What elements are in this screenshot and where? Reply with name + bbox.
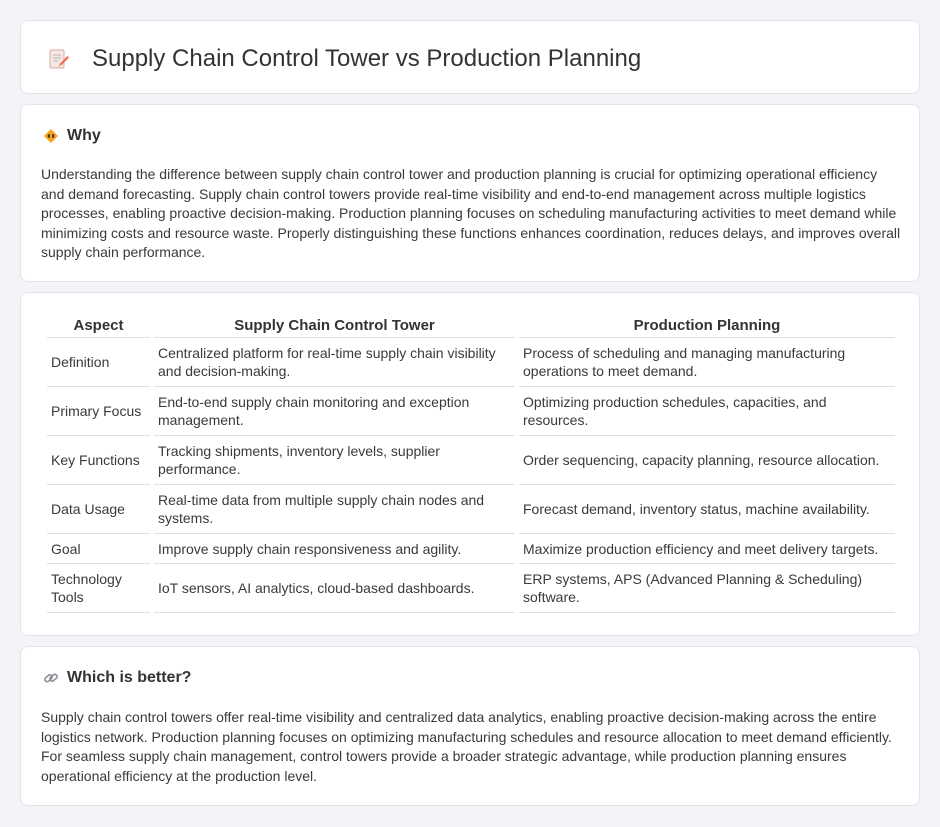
row-control-tower: End-to-end supply chain monitoring and exception management.	[154, 387, 515, 436]
row-production-planning: Order sequencing, capacity planning, resource allocation.	[519, 436, 895, 485]
table-header-row	[47, 315, 895, 338]
better-heading: Which is better?	[67, 669, 192, 686]
row-production-planning: ERP systems, APS (Advanced Planning & Scheduling) software.	[519, 564, 895, 613]
table-row	[47, 338, 895, 387]
row-aspect: Data Usage	[47, 485, 150, 534]
row-aspect: Primary Focus	[47, 387, 150, 436]
title-card	[20, 20, 920, 94]
table-row	[47, 436, 895, 485]
row-aspect: Key Functions	[47, 436, 150, 485]
row-aspect: Definition	[47, 338, 150, 387]
which-is-better-section	[20, 646, 920, 806]
row-aspect: Technology Tools	[47, 564, 150, 613]
row-control-tower: IoT sensors, AI analytics, cloud-based dashboards.	[154, 564, 515, 613]
better-heading-row	[43, 669, 191, 687]
why-heading-row	[43, 127, 101, 145]
header-aspect: Aspect	[47, 315, 150, 338]
row-control-tower: Real-time data from multiple supply chain nodes and systems.	[154, 485, 515, 534]
why-text: Understanding the difference between supply chain control tower and production planning is crucial for optimizing operational efficiency and demand forecasting. Supply chain control towers provide real-time visibility and end-to-end management across multiple logistics processes, enabling proactive decision-making. Production planning focuses on scheduling manufacturing activities to meet demand while minimizing costs and resource waste. Properly distinguishing these functions enhances coordination, reduces delays, and improves overall supply chain performance.	[41, 166, 901, 260]
page-title: Supply Chain Control Tower vs Production Planning	[92, 45, 642, 72]
row-production-planning: Process of scheduling and managing manufacturing operations to meet demand.	[519, 338, 895, 387]
comparison-section	[20, 292, 920, 636]
table-row	[47, 534, 895, 564]
table-row	[47, 387, 895, 436]
why-heading: Why	[67, 127, 101, 144]
row-production-planning: Maximize production efficiency and meet delivery targets.	[519, 534, 895, 564]
header-control-tower: Supply Chain Control Tower	[154, 315, 515, 338]
table-row	[47, 564, 895, 613]
header-production-planning: Production Planning	[519, 315, 895, 338]
row-production-planning: Forecast demand, inventory status, machine availability.	[519, 485, 895, 534]
pencil-memo-icon	[47, 47, 71, 71]
row-control-tower: Tracking shipments, inventory levels, supplier performance.	[154, 436, 515, 485]
comparison-table	[43, 315, 899, 613]
row-production-planning: Optimizing production schedules, capacities, and resources.	[519, 387, 895, 436]
table-row	[47, 485, 895, 534]
warning-diamond-icon	[43, 128, 59, 144]
row-control-tower: Centralized platform for real-time supply chain visibility and decision-making.	[154, 338, 515, 387]
why-section	[20, 104, 920, 282]
row-aspect: Goal	[47, 534, 150, 564]
row-control-tower: Improve supply chain responsiveness and agility.	[154, 534, 515, 564]
link-icon	[43, 670, 59, 686]
better-text: Supply chain control towers offer real-time visibility and centralized data analytics, enabling proactive decision-making across the entire logistics network. Production planning focuses on optimizing manufacturing schedules and resource allocation to meet demand efficiently. For seamless supply chain management, control towers provide a broader strategic advantage, while production planning ensures operational efficiency at the production level.	[41, 709, 892, 784]
